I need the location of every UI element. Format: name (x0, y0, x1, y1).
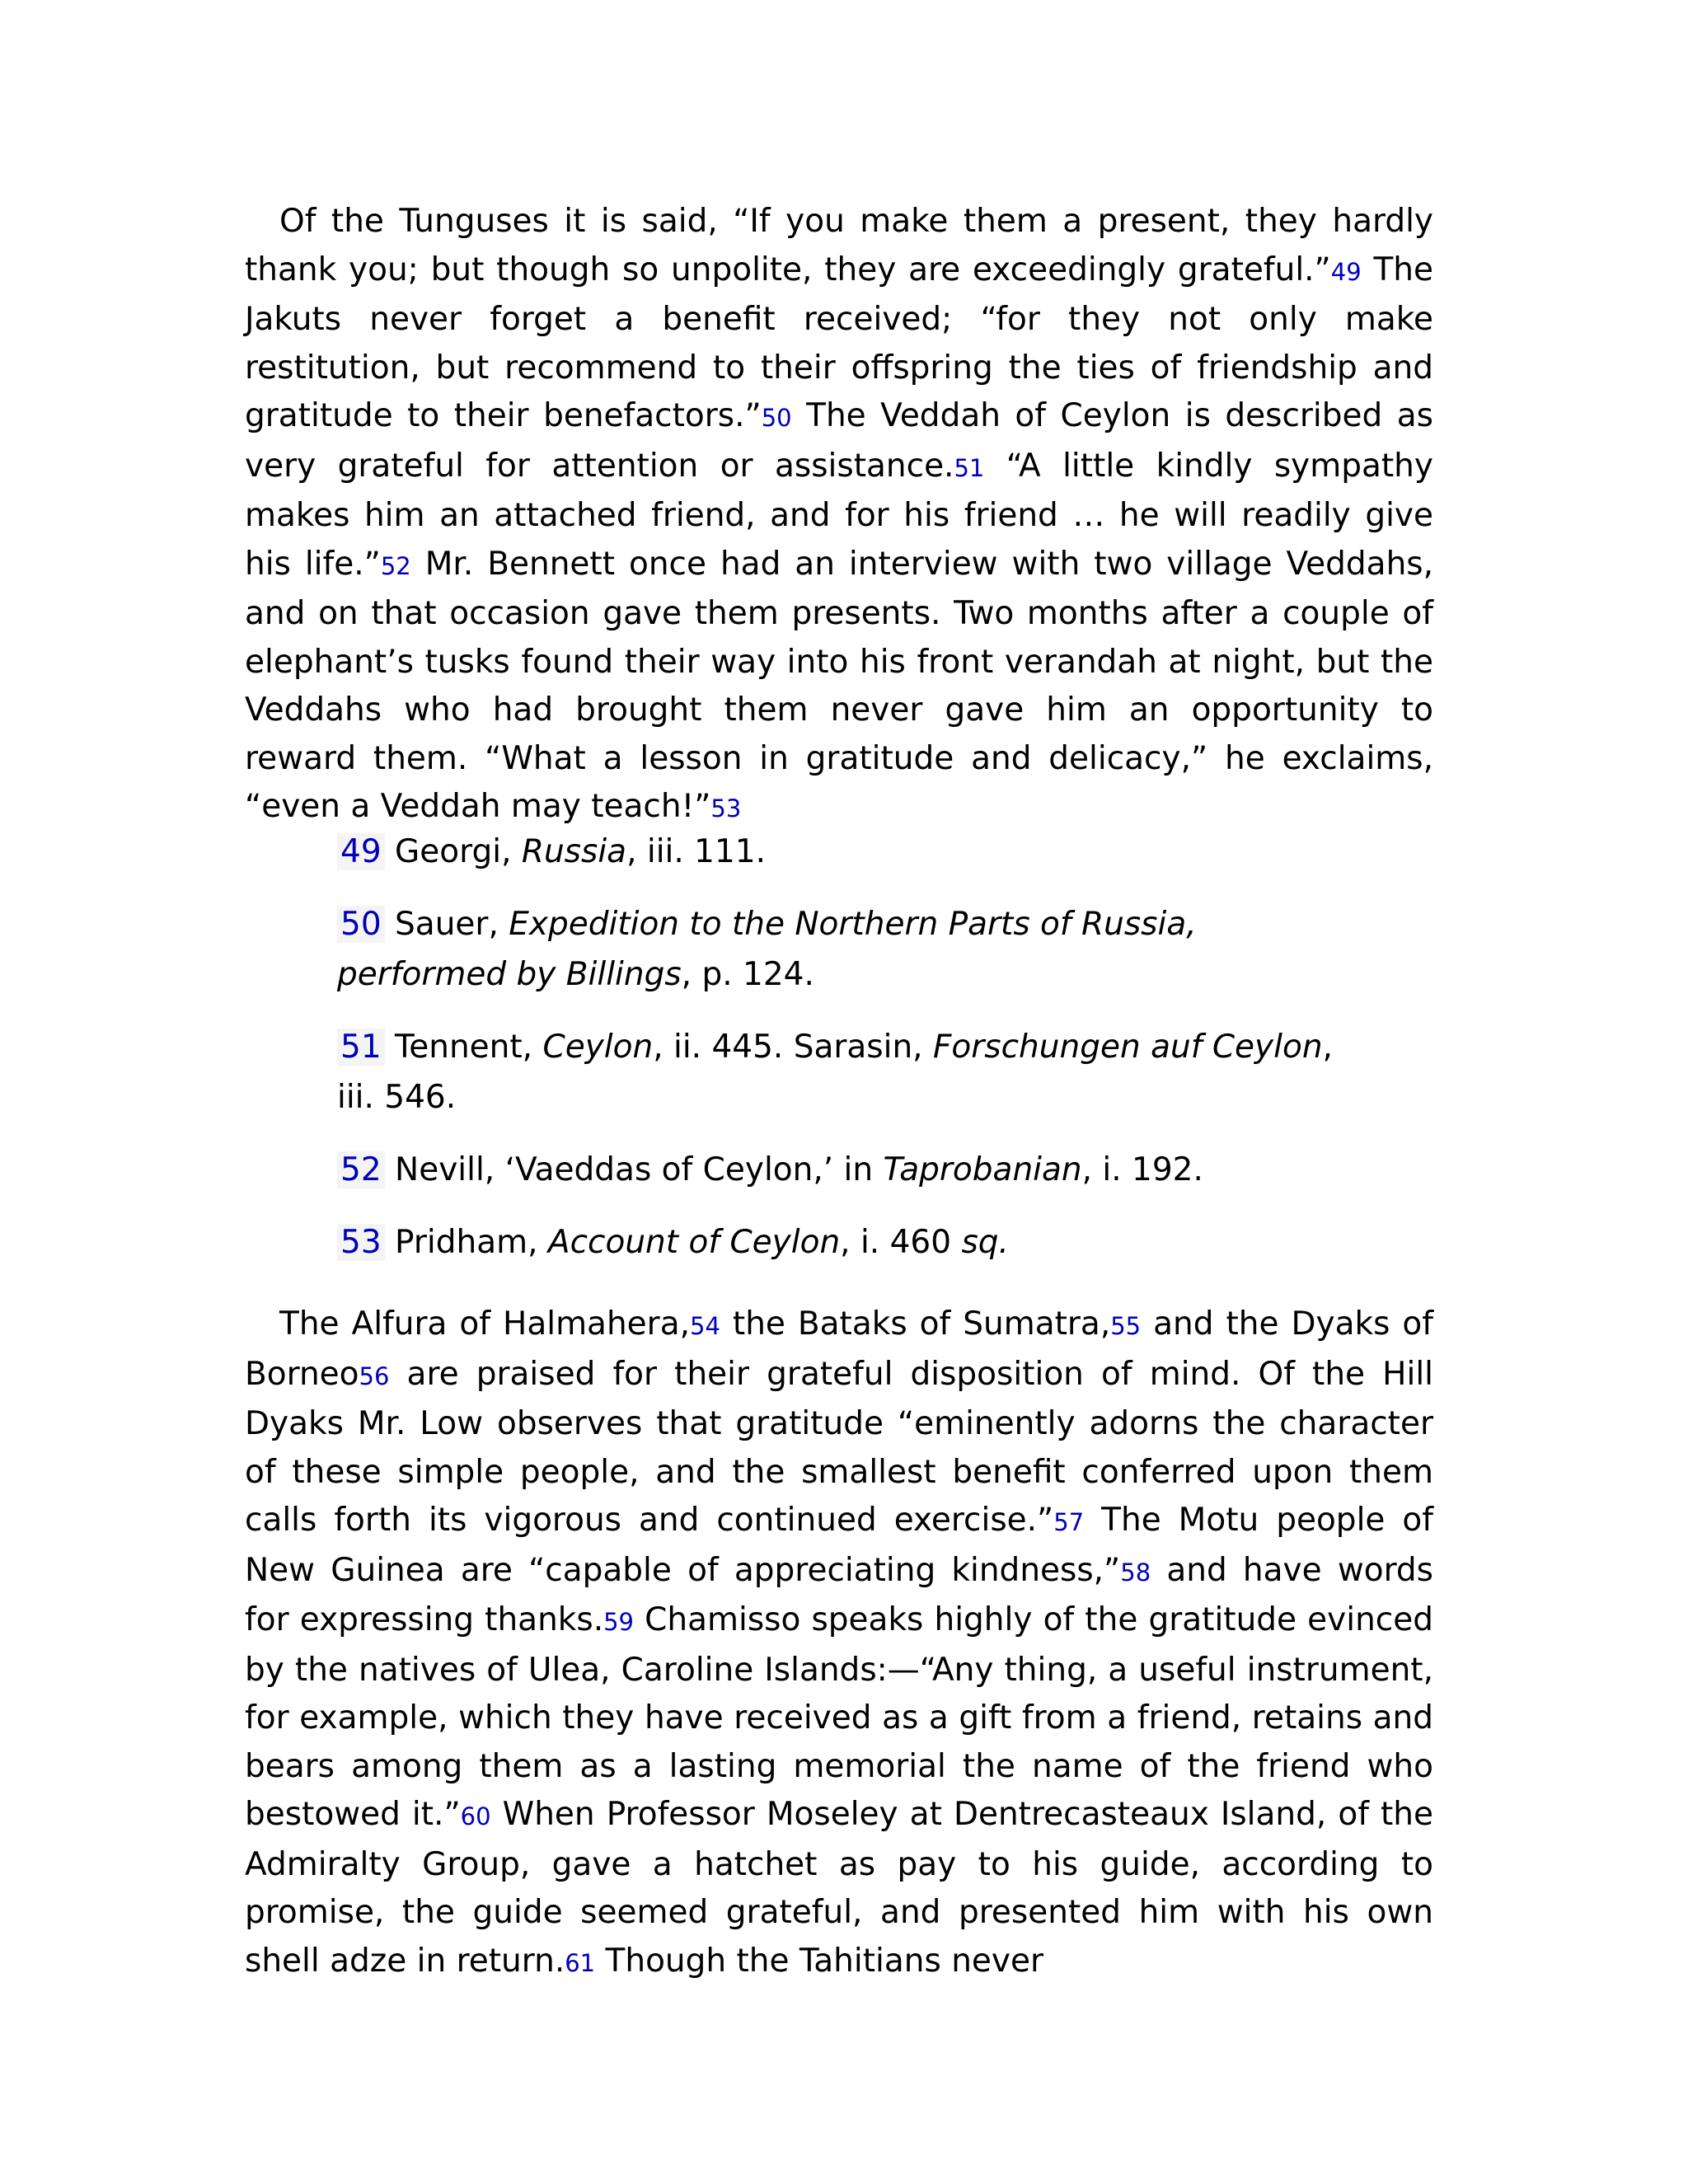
footnote-ref-50[interactable]: 50 (761, 404, 792, 432)
footnote-number[interactable]: 50 (337, 906, 385, 943)
footnote-53 (337, 1217, 1351, 1268)
paragraph-text: Mr. Bennett once had an interview with two village Veddahs, and on that occasion gave them presents. Two months after a couple of elephant’s tusks found their way into his front verandah at night, but the Veddahs who had brought them never gave him an opportunity to reward them. “What a lesson in gratitude and delicacy,” he exclaims, “even a Veddah may teach!” (245, 545, 1434, 825)
footnote-text: , i. 460 (840, 1224, 962, 1261)
footnote-49 (337, 827, 1351, 877)
footnote-text: , iii. 546. (337, 1029, 1333, 1116)
footnote-number[interactable]: 49 (337, 833, 385, 870)
footnote-text: Tennent, (395, 1029, 543, 1066)
paragraph-text: Of the Tunguses it is said, “If you make them a present, they hardly thank you; but though so unpolite, they are exceedingly grateful.” (245, 203, 1433, 288)
footnote-title: Taprobanian (883, 1151, 1082, 1188)
footnotes-block (337, 827, 1351, 1290)
footnote-text: Sauer, (395, 906, 509, 943)
footnote-ref-56[interactable]: 56 (359, 1361, 390, 1390)
footnote-ref-58[interactable]: 58 (1120, 1558, 1151, 1586)
paragraph-text: The Alfura of Halmahera, (279, 1305, 690, 1343)
paragraph-text: Though the Tahitians never (595, 1942, 1044, 1980)
footnote-text: Nevill, ‘Vaeddas of Ceylon,’ in (395, 1151, 884, 1188)
paragraph-text: the Bataks of Sumatra, (720, 1305, 1111, 1343)
footnote-ref-54[interactable]: 54 (690, 1312, 720, 1340)
footnote-number[interactable]: 51 (337, 1029, 385, 1066)
footnote-ref-52[interactable]: 52 (380, 551, 411, 580)
footnote-text: , ii. 445. Sarasin, (653, 1029, 933, 1066)
footnote-title: Forschungen auf Ceylon (932, 1029, 1323, 1066)
footnote-ref-53[interactable]: 53 (710, 794, 742, 823)
footnote-ref-61[interactable]: 61 (565, 1948, 596, 1977)
footnote-ref-49[interactable]: 49 (1330, 257, 1362, 286)
footnote-title: sq. (961, 1224, 1009, 1261)
footnote-ref-60[interactable]: 60 (460, 1802, 491, 1830)
footnote-ref-51[interactable]: 51 (954, 453, 985, 482)
paragraph-text: and the Dyaks of Borneo (245, 1305, 1433, 1393)
body-paragraph-1 (245, 198, 1433, 833)
footnote-51 (337, 1022, 1351, 1122)
paragraph-text: “A little kindly sympathy makes him an attached friend, and for his friend … he will readily give his life.” (245, 447, 1433, 583)
footnote-title: Expedition to the Northern Parts of Russia, performed by Billings (337, 906, 1197, 993)
footnote-title: Account of Ceylon (547, 1224, 841, 1261)
paragraph-text: When Professor Moseley at Dentrecasteaux Island, of the Admiralty Group, gave a hatchet as pay to his guide, according to promise, the guide seemed grateful, and presented him with his own shell adze in return. (245, 1796, 1433, 1980)
paragraph-text: and have words for expressing thanks. (245, 1551, 1433, 1638)
footnote-50 (337, 899, 1351, 1000)
paragraph-text: The Veddah of Ceylon is described as very grateful for attention or assistance. (245, 397, 1433, 485)
footnote-ref-59[interactable]: 59 (603, 1608, 635, 1636)
footnote-text: Georgi, (395, 833, 522, 870)
footnote-text: , p. 124. (681, 956, 814, 993)
footnote-text: Pridham, (395, 1224, 548, 1261)
footnote-title: Ceylon (542, 1029, 654, 1066)
footnote-ref-57[interactable]: 57 (1053, 1508, 1085, 1536)
body-paragraph-2 (245, 1301, 1433, 1987)
paragraph-text: are praised for their grateful disposition of mind. Of the Hill Dyaks Mr. Low observes that gratitude “eminently adorns the character of these simple people, and the smallest benefit conferred upon them calls forth its vigorous and continued exercise.” (245, 1355, 1433, 1539)
paragraph-text: The Jakuts never forget a benefit received; “for they not only make restitution, but recommend to their offspring the ties of friendship and gratitude to their benefactors.” (245, 251, 1433, 434)
footnote-text: , iii. 111. (626, 833, 766, 870)
footnote-number[interactable]: 52 (337, 1151, 385, 1188)
footnote-text: , i. 192. (1081, 1151, 1203, 1188)
paragraph-text: Chamisso speaks highly of the gratitude evinced by the natives of Ulea, Caroline Islands:—“Any thing, a useful instrument, for example, which they have received as a gift from a friend, retains and bears among them as a lasting memorial the name of the friend who bestowed it.” (245, 1601, 1433, 1833)
paragraph-text: The Motu people of New Guinea are “capable of appreciating kindness,” (245, 1502, 1433, 1589)
footnote-52 (337, 1145, 1351, 1195)
footnote-title: Russia (521, 833, 627, 870)
footnote-ref-55[interactable]: 55 (1110, 1312, 1142, 1340)
footnote-number[interactable]: 53 (337, 1224, 385, 1261)
